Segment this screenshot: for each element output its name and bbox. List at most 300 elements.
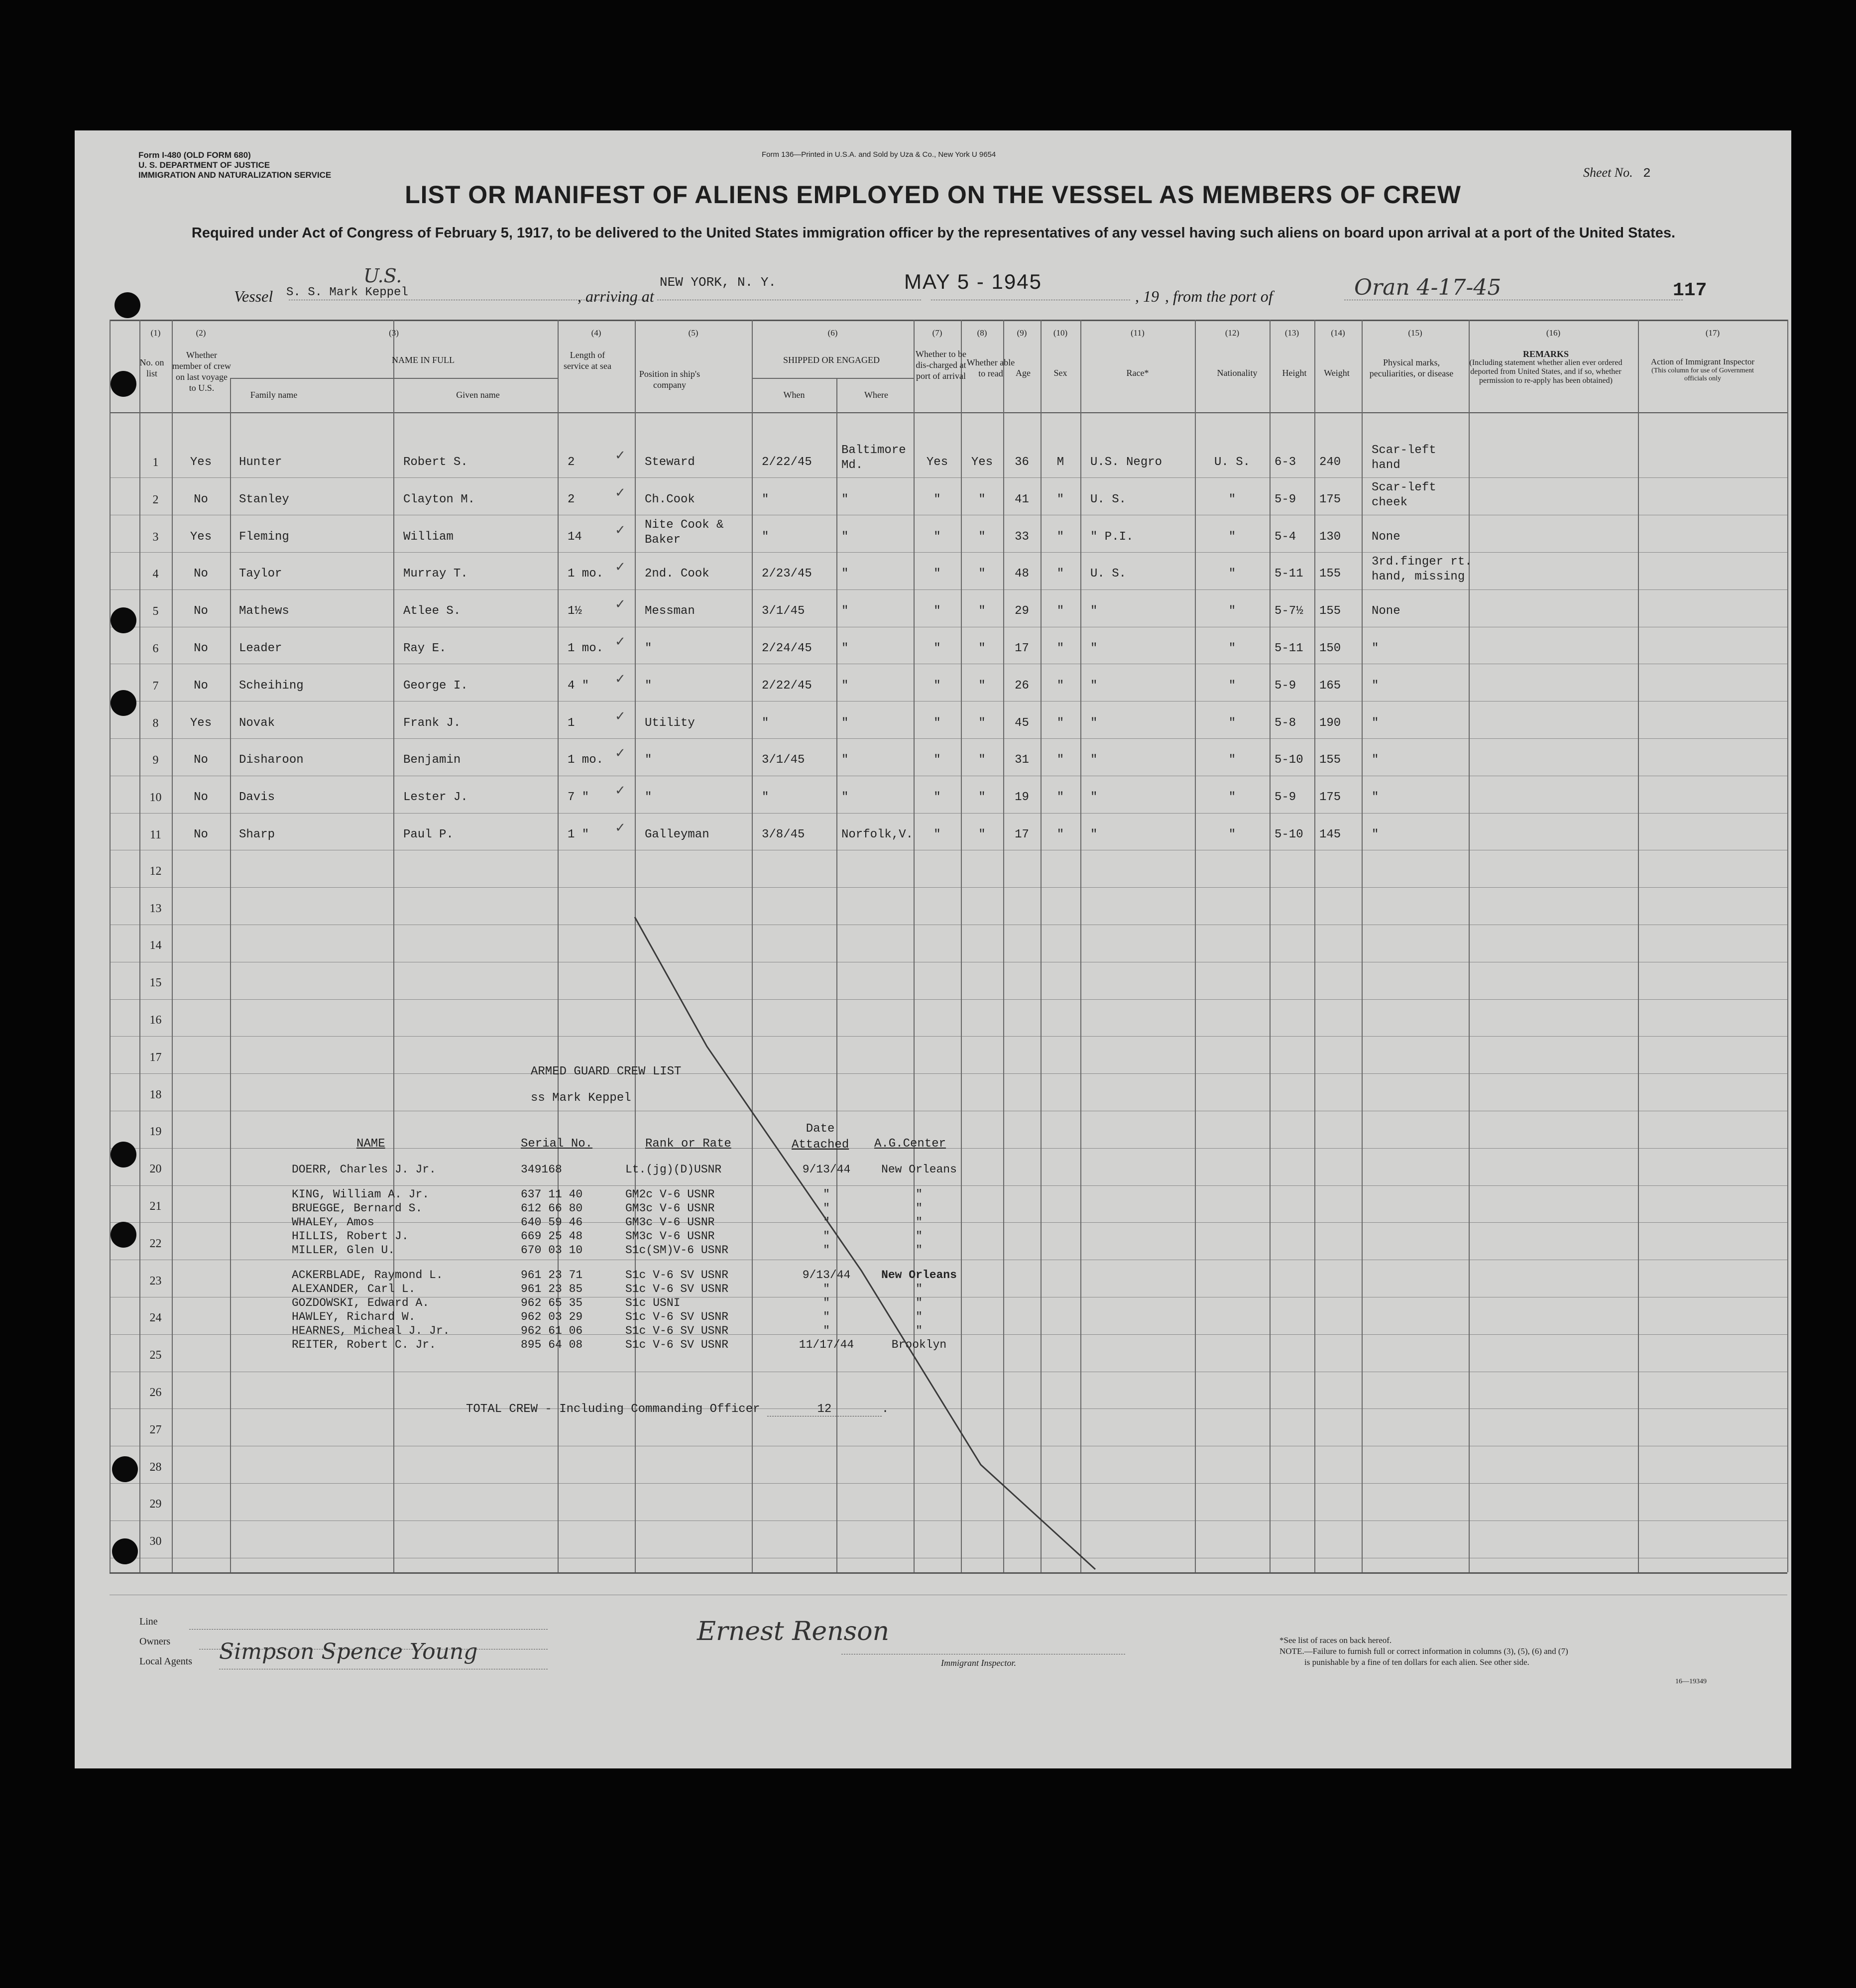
cell-when: 2/23/45 xyxy=(762,567,812,581)
cell-marks: " xyxy=(1372,753,1379,767)
arriving-port: NEW YORK, N. Y. xyxy=(660,275,777,290)
column-number: (5) xyxy=(688,328,698,338)
cell-weight: 150 xyxy=(1319,642,1341,655)
cell-height: 5-9 xyxy=(1275,492,1296,506)
check-mark: ✓ xyxy=(615,708,626,724)
vessel-name: S. S. Mark Keppel xyxy=(286,286,408,299)
diagonal-cancel-line xyxy=(75,130,1791,1768)
ag-name: HEARNES, Micheal J. Jr. xyxy=(292,1324,450,1337)
col-header-race: Race* xyxy=(1126,368,1149,378)
cell-height: 5-11 xyxy=(1275,642,1303,655)
cell-when: " xyxy=(762,716,769,730)
cell-position: Steward xyxy=(645,456,695,469)
column-number: (11) xyxy=(1131,328,1145,338)
ag-serial: 895 64 08 xyxy=(521,1338,583,1351)
check-mark: ✓ xyxy=(615,448,626,463)
ag-name: WHALEY, Amos xyxy=(292,1216,374,1229)
armed-guard-title: ARMED GUARD CREW LIST xyxy=(531,1065,682,1078)
column-number: (7) xyxy=(932,328,942,338)
cell-read: " xyxy=(978,791,986,805)
cell-marks: " xyxy=(1372,642,1379,655)
total-crew-value: 12 xyxy=(767,1403,882,1416)
ag-rank: Lt.(jg)(D)USNR xyxy=(625,1163,722,1176)
cell-sex: " xyxy=(1056,716,1064,730)
empty-row-number: 29 xyxy=(149,1498,162,1511)
ag-header-name: NAME xyxy=(356,1137,385,1151)
cell-last: No xyxy=(194,828,208,841)
cell-given: Lester J. xyxy=(403,791,468,805)
cell-discharged: " xyxy=(933,530,941,544)
col-header-position: Position in ship's company xyxy=(639,369,700,390)
note-line-2: is punishable by a fine of ten dollars for each alien. See other side. xyxy=(1304,1657,1529,1667)
footer-labels xyxy=(139,1612,192,1671)
manifest-sheet xyxy=(75,130,1791,1768)
ag-name: DOERR, Charles J. Jr. xyxy=(292,1163,436,1176)
ag-name: BRUEGGE, Bernard S. xyxy=(292,1202,423,1215)
empty-row-number: 30 xyxy=(149,1535,162,1548)
empty-row-number: 21 xyxy=(149,1200,162,1213)
ag-rank: S1c(SM)V-6 USNR xyxy=(625,1244,729,1257)
cell-race: " xyxy=(1090,604,1098,618)
ag-serial: 669 25 48 xyxy=(521,1230,583,1243)
ag-date: 11/17/44 xyxy=(799,1338,854,1351)
cell-nationality: " xyxy=(1228,753,1236,767)
cell-race: " xyxy=(1090,716,1098,730)
punch-hole xyxy=(112,1456,138,1482)
cell-race: " xyxy=(1090,642,1098,655)
ag-serial: 962 61 06 xyxy=(521,1324,583,1337)
col-header-name: NAME IN FULL xyxy=(392,355,455,365)
line-label: Line xyxy=(139,1616,158,1627)
cell-family: Leader xyxy=(239,642,282,655)
empty-row-number: 20 xyxy=(149,1163,162,1176)
cell-age: 26 xyxy=(1015,679,1029,693)
ag-center: New Orleans xyxy=(881,1163,957,1176)
col-header-given: Given name xyxy=(456,390,500,400)
cell-read: " xyxy=(978,492,986,506)
remarks-note: (Including statement whether alien ever ordered deported from United States, and if so, whether permission to re-apply has been obtained) xyxy=(1469,358,1623,385)
cell-height: 5-9 xyxy=(1275,791,1296,805)
cell-where: " xyxy=(841,642,849,655)
arrival-date-stamp: MAY 5 - 1945 xyxy=(904,270,1042,293)
cell-sex: M xyxy=(1056,456,1064,469)
ag-center: " xyxy=(916,1230,923,1243)
cell-last: No xyxy=(194,753,208,767)
cell-sex: " xyxy=(1056,679,1064,693)
ag-center: " xyxy=(916,1310,923,1323)
cell-weight: 155 xyxy=(1319,567,1341,581)
cell-marks: None xyxy=(1372,530,1400,544)
cell-age: 17 xyxy=(1015,642,1029,655)
cell-sex: " xyxy=(1056,492,1064,506)
ag-header-center: A.G.Center xyxy=(874,1137,946,1151)
ag-center: " xyxy=(916,1244,923,1257)
cell-position: " xyxy=(645,642,652,655)
cell-age: 19 xyxy=(1015,791,1029,805)
cell-height: 5-10 xyxy=(1275,828,1303,841)
ag-name: ACKERBLADE, Raymond L. xyxy=(292,1269,443,1282)
cell-position: " xyxy=(645,753,652,767)
cell-race: " xyxy=(1090,679,1098,693)
ag-rank: S1c V-6 SV USNR xyxy=(625,1283,729,1295)
cell-weight: 175 xyxy=(1319,791,1341,805)
cell-last: No xyxy=(194,642,208,655)
column-number: (6) xyxy=(827,328,838,338)
cell-read: " xyxy=(978,567,986,581)
cell-no: 6 xyxy=(152,642,159,655)
page-title: LIST OR MANIFEST OF ALIENS EMPLOYED ON THE VESSEL AS MEMBERS OF CREW xyxy=(405,181,1461,209)
column-number: (17) xyxy=(1705,328,1720,338)
cell-given: George I. xyxy=(403,679,468,693)
ag-header-date-2: Attached xyxy=(792,1138,849,1152)
ag-header-rank: Rank or Rate xyxy=(645,1137,731,1151)
check-mark: ✓ xyxy=(615,485,626,500)
cell-position: " xyxy=(645,679,652,693)
cell-discharged: " xyxy=(933,679,941,693)
ag-header-date-1: Date xyxy=(806,1122,835,1136)
cell-height: 5-11 xyxy=(1275,567,1303,581)
col-header-sex: Sex xyxy=(1053,368,1067,378)
line-underline xyxy=(189,1629,548,1630)
cell-marks: " xyxy=(1372,679,1379,693)
cell-where: " xyxy=(841,567,849,581)
cell-where: " xyxy=(841,604,849,618)
column-number: (8) xyxy=(977,328,987,338)
cell-given: Ray E. xyxy=(403,642,447,655)
cell-age: 33 xyxy=(1015,530,1029,544)
ag-date: " xyxy=(823,1244,830,1257)
column-number: (2) xyxy=(196,328,206,338)
ag-rank: GM2c V-6 USNR xyxy=(625,1188,715,1201)
punch-hole xyxy=(115,292,140,318)
cell-nationality: " xyxy=(1228,567,1236,581)
cell-discharged: Yes xyxy=(926,456,948,469)
cell-read: Yes xyxy=(971,456,993,469)
ag-serial: 640 59 46 xyxy=(521,1216,583,1229)
cell-marks: None xyxy=(1372,604,1400,618)
cell-marks: Scar-left hand xyxy=(1372,444,1436,472)
cell-weight: 240 xyxy=(1319,456,1341,469)
ag-serial: 962 03 29 xyxy=(521,1310,583,1323)
cell-height: 5-9 xyxy=(1275,679,1296,693)
ag-rank: S1c V-6 SV USNR xyxy=(625,1310,729,1323)
ag-date: " xyxy=(823,1296,830,1309)
cell-weight: 155 xyxy=(1319,753,1341,767)
cell-service: 1 " xyxy=(568,828,589,841)
check-mark: ✓ xyxy=(615,560,626,575)
cell-height: 5-7½ xyxy=(1275,604,1303,618)
col-header-when: When xyxy=(783,390,805,400)
cell-when: 2/24/45 xyxy=(762,642,812,655)
cell-weight: 165 xyxy=(1319,679,1341,693)
cell-read: " xyxy=(978,604,986,618)
cell-family: Sharp xyxy=(239,828,275,841)
col-header-where: Where xyxy=(864,390,888,400)
cell-marks: 3rd.finger rt. hand, missing xyxy=(1372,555,1472,584)
cell-race: U.S. Negro xyxy=(1090,456,1162,469)
cell-last: Yes xyxy=(190,716,212,730)
punch-hole xyxy=(111,690,136,716)
empty-row-number: 17 xyxy=(149,1051,162,1064)
agents-label: Local Agents xyxy=(139,1656,193,1667)
ag-center: " xyxy=(916,1216,923,1229)
cell-where: Baltimore Md. xyxy=(841,444,906,472)
cell-sex: " xyxy=(1056,828,1064,841)
ag-date: " xyxy=(823,1283,830,1295)
cell-last: No xyxy=(194,604,208,618)
page-subtitle: Required under Act of Congress of February 5, 1917, to be delivered to the United States immigration officer by the representatives of any vessel having such aliens on board upon arrival at a port of the United States. xyxy=(191,225,1676,241)
from-port-handwritten: Oran 4-17-45 xyxy=(1354,275,1502,300)
cell-service: 2 xyxy=(568,492,575,506)
ag-date: " xyxy=(823,1188,830,1201)
cell-given: Benjamin xyxy=(403,753,461,767)
cell-where: " xyxy=(841,716,849,730)
cell-family: Taylor xyxy=(239,567,282,581)
empty-row-number: 13 xyxy=(149,902,162,915)
ag-center: New Orleans xyxy=(881,1269,957,1282)
ag-date: 9/13/44 xyxy=(802,1269,851,1282)
cell-nationality: " xyxy=(1228,530,1236,544)
cell-discharged: " xyxy=(933,791,941,805)
cell-last: No xyxy=(194,791,208,805)
vessel-label: Vessel xyxy=(234,287,273,305)
empty-row-number: 14 xyxy=(149,939,162,952)
ag-center: " xyxy=(916,1202,923,1215)
cell-given: Paul P. xyxy=(403,828,454,841)
cell-given: Clayton M. xyxy=(403,492,475,506)
cell-family: Fleming xyxy=(239,530,289,544)
cell-service: 1 mo. xyxy=(568,642,604,655)
ag-name: ALEXANDER, Carl L. xyxy=(292,1283,416,1295)
ag-rank: GM3c V-6 USNR xyxy=(625,1202,715,1215)
cell-read: " xyxy=(978,530,986,544)
ag-date: 9/13/44 xyxy=(802,1163,851,1176)
col-header-read: Whether able to read xyxy=(966,357,1015,378)
ag-center: " xyxy=(916,1188,923,1201)
cell-given: William xyxy=(403,530,454,544)
cell-race: " xyxy=(1090,791,1098,805)
cell-last: Yes xyxy=(190,456,212,469)
note-line-1: NOTE.—Failure to furnish full or correct information in columns (3), (5), (6) and (7) xyxy=(1279,1646,1568,1656)
cell-family: Novak xyxy=(239,716,275,730)
cell-race: U. S. xyxy=(1090,492,1127,506)
cell-last: No xyxy=(194,492,208,506)
punch-hole xyxy=(111,1142,136,1168)
cell-service: 4 " xyxy=(568,679,589,693)
cell-no: 9 xyxy=(152,754,159,767)
remarks-title: REMARKS xyxy=(1522,349,1569,359)
punch-hole xyxy=(111,1222,136,1248)
ag-name: MILLER, Glen U. xyxy=(292,1244,395,1257)
ag-rank: S1c V-6 SV USNR xyxy=(625,1338,729,1351)
column-number: (12) xyxy=(1225,328,1240,338)
cell-weight: 130 xyxy=(1319,530,1341,544)
cell-last: No xyxy=(194,567,208,581)
action-note: (This column for use of Government officials only xyxy=(1651,367,1754,382)
ag-serial: 961 23 85 xyxy=(521,1283,583,1295)
cell-no: 10 xyxy=(149,791,162,805)
page-number: 117 xyxy=(1673,280,1707,301)
cell-weight: 145 xyxy=(1319,828,1341,841)
owners-label: Owners xyxy=(139,1636,171,1647)
cell-position: Nite Cook & Baker xyxy=(645,518,724,547)
form-number: Form I-480 (OLD FORM 680) xyxy=(138,150,251,160)
inspector-signature: Ernest Renson xyxy=(697,1617,890,1646)
cell-discharged: " xyxy=(933,828,941,841)
cell-family: Hunter xyxy=(239,456,282,469)
column-number: (16) xyxy=(1546,328,1561,338)
cell-given: Atlee S. xyxy=(403,604,461,618)
column-number: (1) xyxy=(150,328,161,338)
col-header-physical: Physical marks, peculiarities, or disease xyxy=(1369,357,1454,378)
ag-rank: S1c V-6 SV USNR xyxy=(625,1324,729,1337)
cell-height: 5-4 xyxy=(1275,530,1296,544)
col-header-height: Height xyxy=(1282,368,1307,378)
col-header-discharged: Whether to be dis-charged at port of arrival xyxy=(916,349,966,381)
cell-height: 6-3 xyxy=(1275,456,1296,469)
ag-serial: 961 23 71 xyxy=(521,1269,583,1282)
cell-race: " P.I. xyxy=(1090,530,1134,544)
ag-name: HAWLEY, Richard W. xyxy=(292,1310,416,1323)
col-header-no: No. on list xyxy=(139,357,164,378)
empty-row-number: 15 xyxy=(149,976,162,990)
ag-name: KING, William A. Jr. xyxy=(292,1188,430,1201)
cell-sex: " xyxy=(1056,753,1064,767)
cell-sex: " xyxy=(1056,530,1064,544)
printer-note: Form 136—Printed in U.S.A. and Sold by Uza & Co., New York U 9654 xyxy=(762,150,996,159)
cell-service: 7 " xyxy=(568,791,589,805)
empty-row-number: 16 xyxy=(149,1014,162,1027)
cell-no: 11 xyxy=(149,828,162,841)
ag-center: Brooklyn xyxy=(891,1338,947,1351)
cell-no: 1 xyxy=(152,456,159,469)
cell-read: " xyxy=(978,753,986,767)
vessel-handwritten-note: U.S. xyxy=(363,265,402,287)
column-number: (4) xyxy=(591,328,601,338)
cell-sex: " xyxy=(1056,642,1064,655)
cell-nationality: " xyxy=(1228,828,1236,841)
cell-where: " xyxy=(841,679,849,693)
cell-when: 2/22/45 xyxy=(762,456,812,469)
check-mark: ✓ xyxy=(615,746,626,761)
year-label: , 19 xyxy=(1135,287,1159,305)
arriving-label: , arriving at xyxy=(578,287,654,305)
cell-read: " xyxy=(978,716,986,730)
cell-when: " xyxy=(762,492,769,506)
cell-nationality: U. S. xyxy=(1214,456,1250,469)
cell-marks: " xyxy=(1372,828,1379,841)
ag-date: " xyxy=(823,1230,830,1243)
cell-position: " xyxy=(645,791,652,805)
total-crew-line: TOTAL CREW - Including Commanding Officer 12 . xyxy=(466,1403,889,1416)
cell-height: 5-8 xyxy=(1275,716,1296,730)
cell-family: Mathews xyxy=(239,604,289,618)
ag-name: GOZDOWSKI, Edward A. xyxy=(292,1296,430,1309)
empty-row-number: 19 xyxy=(149,1125,162,1139)
ag-date: " xyxy=(823,1202,830,1215)
cell-marks: " xyxy=(1372,716,1379,730)
check-mark: ✓ xyxy=(615,597,626,612)
col-header-service: Length of service at sea xyxy=(564,350,611,371)
cell-nationality: " xyxy=(1228,492,1236,506)
cell-age: 45 xyxy=(1015,716,1029,730)
cell-where: " xyxy=(841,753,849,767)
cell-family: Davis xyxy=(239,791,275,805)
ag-serial: 612 66 80 xyxy=(521,1202,583,1215)
cell-read: " xyxy=(978,828,986,841)
cell-read: " xyxy=(978,679,986,693)
col-header-age: Age xyxy=(1016,368,1031,378)
empty-row-number: 23 xyxy=(149,1274,162,1287)
ag-center: " xyxy=(916,1283,923,1295)
action-title: Action of Immigrant Inspector xyxy=(1650,357,1755,366)
check-mark: ✓ xyxy=(615,522,626,538)
cell-weight: 155 xyxy=(1319,604,1341,618)
check-mark: ✓ xyxy=(615,634,626,649)
check-mark: ✓ xyxy=(615,671,626,687)
cell-height: 5-10 xyxy=(1275,753,1303,767)
cell-race: U. S. xyxy=(1090,567,1127,581)
cell-sex: " xyxy=(1056,604,1064,618)
cell-discharged: " xyxy=(933,567,941,581)
column-number: (9) xyxy=(1017,328,1027,338)
check-mark: ✓ xyxy=(615,783,626,799)
empty-row-number: 24 xyxy=(149,1311,162,1325)
cell-last: Yes xyxy=(190,530,212,544)
check-mark: ✓ xyxy=(615,820,626,835)
form-code: 16—19349 xyxy=(1675,1678,1707,1685)
column-number: (13) xyxy=(1284,328,1299,338)
inspector-label: Immigrant Inspector. xyxy=(941,1658,1016,1668)
cell-age: 31 xyxy=(1015,753,1029,767)
empty-row-number: 25 xyxy=(149,1349,162,1362)
cell-discharged: " xyxy=(933,716,941,730)
column-number: (15) xyxy=(1408,328,1422,338)
column-number: (10) xyxy=(1053,328,1068,338)
column-number: (14) xyxy=(1331,328,1345,338)
ag-name: REITER, Robert C. Jr. xyxy=(292,1338,436,1351)
races-note: *See list of races on back hereof. xyxy=(1279,1636,1392,1645)
ag-center: " xyxy=(916,1296,923,1309)
cell-where: " xyxy=(841,530,849,544)
cell-given: Robert S. xyxy=(403,456,468,469)
cell-read: " xyxy=(978,642,986,655)
cell-race: " xyxy=(1090,753,1098,767)
cell-where: " xyxy=(841,791,849,805)
cell-where: " xyxy=(841,492,849,506)
punch-hole xyxy=(111,607,136,633)
ag-rank: S1c USNI xyxy=(625,1296,681,1309)
cell-age: 36 xyxy=(1015,456,1029,469)
cell-discharged: " xyxy=(933,604,941,618)
cell-when: " xyxy=(762,530,769,544)
cell-discharged: " xyxy=(933,492,941,506)
empty-row-number: 27 xyxy=(149,1423,162,1436)
cell-when: 3/1/45 xyxy=(762,753,805,767)
cell-age: 41 xyxy=(1015,492,1029,506)
cell-family: Disharoon xyxy=(239,753,304,767)
cell-service: 1 mo. xyxy=(568,567,604,581)
department: U. S. DEPARTMENT OF JUSTICE xyxy=(138,160,270,170)
ag-serial: 962 65 35 xyxy=(521,1296,583,1309)
cell-position: 2nd. Cook xyxy=(645,567,709,581)
ag-serial: 349168 xyxy=(521,1163,562,1176)
cell-position: Ch.Cook xyxy=(645,492,695,506)
cell-position: Utility xyxy=(645,716,695,730)
service: IMMIGRATION AND NATURALIZATION SERVICE xyxy=(138,170,332,180)
empty-row-number: 26 xyxy=(149,1386,162,1399)
cell-position: Messman xyxy=(645,604,695,618)
